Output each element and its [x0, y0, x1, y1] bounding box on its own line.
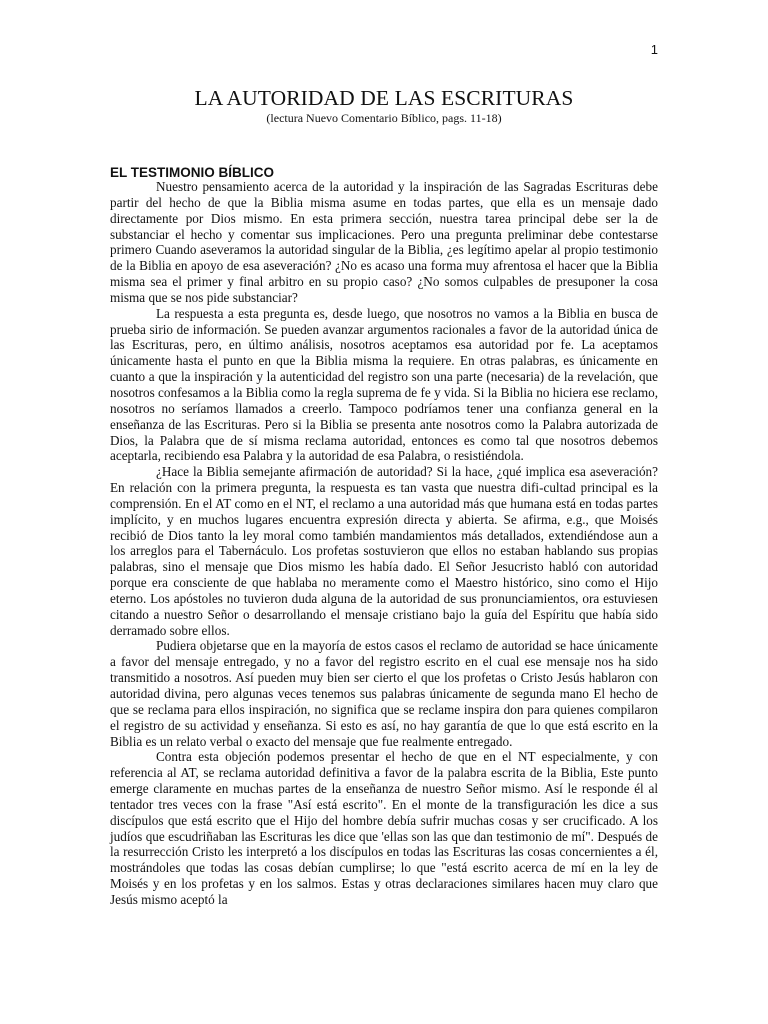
paragraph: Pudiera objetarse que en la mayoría de estos casos el reclamo de autoridad se hace únicamente a favor del mensaje entregado, y no a favor del registro escrito en el cual ese mensaje nos ha sido transmitido a nosotros. Así pueden muy bien ser cierto el que los profetas o Cristo Jesús hablaron con autoridad divina, pero algunas veces tenemos sus palabras únicamente de segunda mano El hecho de que se reclama para ellos inspiración, no significa que se reclame inspira don para quienes compilaron el registro de su actividad y enseñanza. Si esto es así, no hay garantía de que lo que está escrito en la Biblia es un relato verbal o exacto del mensaje que fue realmente entregado. — [110, 638, 658, 749]
page-number: 1 — [650, 42, 658, 57]
document-subtitle: (lectura Nuevo Comentario Bíblico, pags. 11-18) — [266, 111, 502, 125]
paragraph: Nuestro pensamiento acerca de la autoridad y la inspiración de las Sagradas Escrituras debe partir del hecho de que la Biblia misma asume en todas partes, que ella es un mensaje dado directamente por Dios mismo. En esta primera sección, nuestra tarea principal debe ser la de substanciar el hecho y comentar sus implicaciones. Pero una pregunta preliminar debe contestarse primero Cuando aseveramos la autoridad singular de la Biblia, ¿es legítimo apelar al propio testimonio de la Biblia en apoyo de esa aseveración? ¿No es acaso una forma muy afrentosa el hacer que la Biblia misma sea el primer y final arbitro en su propio caso? ¿No somos culpables de presuponer la cosa misma que se nos pide substanciar? — [110, 179, 658, 305]
paragraph: ¿Hace la Biblia semejante afirmación de autoridad? Si la hace, ¿qué implica esa aseveración? En relación con la primera pregunta, la respuesta es tan vasta que nuestra difi-cultad principal es la comprensión. En el AT como en el NT, el reclamo a una autoridad más que humana está en todas partes implícito, y en muchos lugares encuentra expresión directa y abierta. Se afirma, e.g., que Moisés recibió de Dios tanto la ley moral como también mandamientos más detallados, extendiéndose aun a los arreglos para el Tabernáculo. Los profetas sostuvieron que ellos no estaban hablando sus propias palabras, sino el mensaje que Dios mismo les había dado. El Señor Jesucristo habló con autoridad porque era consciente de que hablaba no meramente como el Maestro histórico, sino como el Hijo eterno. Los apóstoles no tuvieron duda alguna de la autoridad de sus pronunciamientos, ora estuviesen citando a nuestro Señor o desarrollando el mensaje cristiano bajo la guía del Espíritu que había sido derramado sobre ellos. — [110, 464, 658, 638]
document-title: LA AUTORIDAD DE LAS ESCRITURAS — [194, 86, 574, 110]
section-body — [110, 179, 658, 908]
paragraph: La respuesta a esta pregunta es, desde luego, que nosotros no vamos a la Biblia en busca de prueba sirio de información. Se pueden avanzar argumentos racionales a favor de la autoridad única de las Escrituras, pero, en último análisis, nosotros aceptamos esa autoridad por fe. La aceptamos únicamente hasta el punto en que la Biblia misma la requiere. En otras palabras, es únicamente en cuanto a que la inspiración y la autenticidad del registro son una parte (necesaria) de la revelación, que nosotros confesamos a la Biblia como la regla suprema de fe y vida. Si la Biblia no hiciera ese reclamo, nosotros no seríamos llamados a creerlo. Tampoco podríamos tener una confianza general en la enseñanza de las Escrituras. Pero si la Biblia se presenta ante nosotros como la Palabra autorizada de Dios, la Palabra que de sí misma reclama autoridad, entonces es como tal que nosotros debemos aceptarla, recibiendo esa Palabra y la autoridad de esa Palabra, o resistiéndola. — [110, 305, 658, 464]
paragraph: Contra esta objeción podemos presentar el hecho de que en el NT especialmente, y con referencia al AT, se reclama autoridad definitiva a favor de la palabra escrita de la Biblia, Este punto emerge claramente en muchas partes de la enseñanza de nuestro Señor mismo. Así le responde él al tentador tres veces con la frase "Así está escrito". En el monte de la transfiguración les dice a sus discípulos que está escrito que el Hijo del hombre debía sufrir muchas cosas y ser crucificado. A los judíos que escudriñaban las Escrituras les dice que 'ellas son las que dan testimonio de mí". Después de la resurrección Cristo les interpretó a los discípulos en todas las Escrituras las cosas concernientes a él, mostrándoles que todas las cosas debían cumplirse; lo que "está escrito acerca de mí en la ley de Moisés y en los profetas y en los salmos. Estas y otras declaraciones similares hacen muy claro que Jesús mismo aceptó la — [110, 749, 658, 907]
section-heading: EL TESTIMONIO BÍBLICO — [110, 165, 275, 180]
